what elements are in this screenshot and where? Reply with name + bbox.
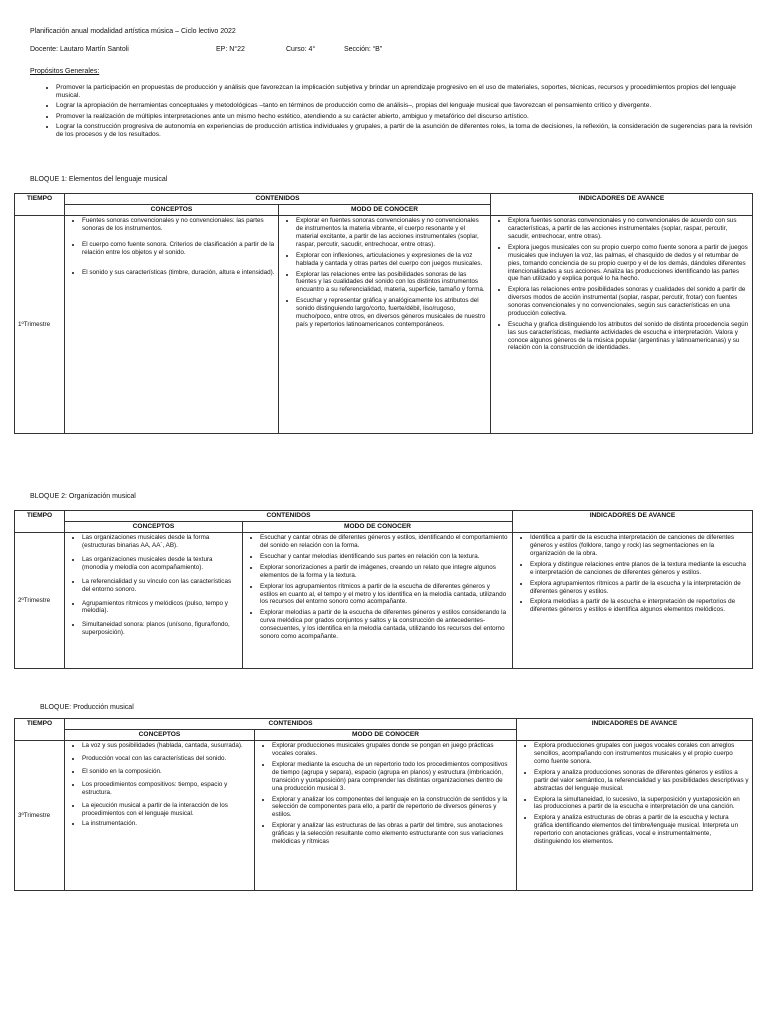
indicador-item: • Identifica a partir de la escucha interpretación de canciones de diferentes géneros y estilos (folklore, tango y rock) las segmentaciones en la organización de la obra.	[530, 534, 749, 558]
conceptos-cell	[65, 741, 255, 891]
concepto-item: • Fuentes sonoras convencionales y no convencionales: las partes sonoras de los instrumentos.	[82, 217, 275, 233]
conceptos-header: CONCEPTOS	[65, 730, 255, 741]
modo-header: MODO DE CONOCER	[255, 730, 517, 741]
conceptos-header: CONCEPTOS	[65, 205, 279, 216]
modo-item: • Explorar sonorizaciones a partir de imágenes, creando un relato que integre algunos elementos de la forma y la textura.	[260, 564, 509, 580]
indicador-item: • Explora agrupamientos rítmicos a partir de la escucha y la interpretación de diferentes géneros y estilos.	[530, 580, 749, 596]
concepto-item: • Producción vocal con las características del sonido.	[82, 755, 251, 763]
indicador-item: • Explora fuentes sonoras convencionales y no convencionales de acuerdo con sus características, a partir de las acciones instrumentales (soplar, raspar, percutir, sacudir, entrechocar, entre otras).	[508, 217, 749, 241]
modo-header: MODO DE CONOCER	[243, 522, 513, 533]
tiempo-cell: 2ºTrimestre	[15, 533, 65, 669]
tiempo-header: TIEMPO	[15, 511, 65, 533]
indicadores-cell	[517, 741, 753, 891]
modo-item: • Escuchar y cantar obras de diferentes géneros y estilos, identificando el comportamiento del sonido en relación con la forma.	[260, 534, 509, 550]
proposito-item: • Promover la participación en propuestas de producción y análisis que favorezcan la implicación subjetiva y brindar un aprendizaje progresivo en el uso de materiales, soportes, técnicas, recursos y procedimientos propios del lenguaje musical.	[56, 84, 756, 100]
ep-label: EP: N°22	[216, 46, 245, 53]
tiempo-header: TIEMPO	[15, 194, 65, 216]
contenidos-header: CONTENIDOS	[65, 194, 491, 205]
concepto-item: • La voz y sus posibilidades (hablada, cantada, susurrada).	[82, 742, 251, 750]
proposito-item: • Lograr la apropiación de herramientas conceptuales y metodológicas –tanto en términos de producción como de análisis–, propias del lenguaje musical que favorezcan el pensamiento crítico y divergente.	[56, 102, 756, 110]
modo-item: • Escuchar y cantar melodías identificando sus partes en relación con la textura.	[260, 553, 509, 561]
indicadores-header: INDICADORES DE AVANCE	[513, 511, 753, 533]
modo-item: • Explorar y analizar los componentes del lenguaje en la construcción de sentidos y la selección de componentes para ello, a partir de repertorio de diversos géneros y estilos.	[272, 796, 513, 820]
modo-item: • Escuchar y representar gráfica y analógicamente los atributos del sonido distinguiendo largo/corto, fuerte/débil, liso/rugoso, mucho/poco, entre otros, en diversos géneros musicales de nuestro país y repertorios latinoamericanos contemporáneos.	[296, 297, 487, 328]
bloque1-title: BLOQUE 1: Elementos del lenguaje musical	[30, 176, 168, 183]
contenidos-header: CONTENIDOS	[65, 511, 513, 522]
bloque3-table	[14, 718, 753, 891]
modo-item: • Explorar y analizar las estructuras de las obras a partir del timbre, sus anotaciones gráficas y la selección resultante como elemento estructurante con sus variaciones melódicas y rítmicas	[272, 822, 513, 846]
indicador-item: • Explora las relaciones entre posibilidades sonoras y cualidades del sonido a partir de diversos modos de acción instrumental (soplar, raspar, percutir, frotar) con fuentes sonoras convencionales y no convencionales, según sus características en una producción colectiva.	[508, 286, 749, 317]
indicador-item: • Escucha y grafica distinguiendo los atributos del sonido de distinta procedencia según las sus características, mediante actividades de escucha e interpretación. Valora y conoce algunos géneros de la música popular (argentinas y latinoamericanas) y su relación con la construcción de identidades.	[508, 321, 749, 352]
proposito-item: • Promover la realización de múltiples interpretaciones ante un mismo hecho estético, atendiendo a su carácter abierto, ambiguo y metafórico del discurso artístico.	[56, 113, 756, 121]
concepto-item: • Las organizaciones musicales desde la textura (monodia y melodía con acompañamiento).	[82, 556, 239, 572]
indicador-item: • Explora juegos musicales con su propio cuerpo como fuente sonora a partir de juegos musicales que incluyen la voz, las palmas, el chasquido de dedos y el retumbar de pies, tomando conciencia de su propio cuerpo y el de los demás, dándoles diferentes intencionalidades a sus acciones. Analiza las producciones identificando las partes que han utilizado y explica porqué lo ha hecho.	[508, 244, 749, 283]
modo-cell	[243, 533, 513, 669]
propositos-list	[42, 84, 756, 141]
concepto-item: • Los procedimientos compositivos: tiempo, espacio y estructura.	[82, 781, 251, 797]
tiempo-header: TIEMPO	[15, 719, 65, 741]
propositos-title: Propósitos Generales:	[30, 68, 100, 75]
concepto-item: • Simultaneidad sonora: planos (unísono, figura/fondo, superposición).	[82, 621, 239, 637]
modo-item: • Explorar melodías a partir de la escucha de diferentes géneros y estilos considerando la curva melódica por grados conjuntos y saltos y la construcción de antecedentes-consecuentes, y los identifica en la melodía cantada, utilizando los recursos del entorno sonoro como acompañante.	[260, 609, 509, 640]
indicador-item: • Explora y analiza producciones sonoras de diferentes géneros y estilos a partir del valor semántico, la referencialidad y las posibilidades descriptivas y abstractas del lenguaje musical.	[534, 769, 749, 793]
concepto-item: • El cuerpo como fuente sonora. Criterios de clasificación a partir de la relación entre los objetos y el sonido.	[82, 241, 275, 257]
modo-cell	[279, 216, 491, 434]
tiempo-cell: 1ºTrimestre	[15, 216, 65, 434]
indicador-item: • Explora y distingue relaciones entre planos de la textura mediante la escucha e interpretación de canciones de diferentes géneros y estilos.	[530, 561, 749, 577]
curso-label: Curso: 4°	[286, 46, 316, 53]
concepto-item: • La instrumentación.	[82, 820, 251, 828]
docente-label: Docente: Lautaro Martín Santoli	[30, 46, 129, 53]
concepto-item: • La ejecución musical a partir de la interacción de los procedimientos con el lenguaje musical.	[82, 802, 251, 818]
indicadores-header: INDICADORES DE AVANCE	[517, 719, 753, 741]
bloque3-title: BLOQUE: Producción musical	[40, 704, 134, 711]
indicadores-cell	[491, 216, 753, 434]
document-title: Planificación anual modalidad artística música – Ciclo lectivo 2022	[30, 28, 236, 35]
indicador-item: • Explora melodías a partir de la escucha e interpretación de repertorios de diferentes géneros y estilos e identifica algunos elementos melódicos.	[530, 598, 749, 614]
conceptos-header: CONCEPTOS	[65, 522, 243, 533]
concepto-item: • Las organizaciones musicales desde la forma (estructuras binarias AA, AA´, AB).	[82, 534, 239, 550]
concepto-item: • El sonido en la composición.	[82, 768, 251, 776]
conceptos-cell	[65, 216, 279, 434]
modo-item: • Explorar con inflexiones, articulaciones y expresiones de la voz hablada y cantada y otras partes del cuerpo con juegos musicales.	[296, 252, 487, 268]
modo-header: MODO DE CONOCER	[279, 205, 491, 216]
modo-item: • Explorar las relaciones entre las posibilidades sonoras de las fuentes y las cualidades del sonido con los distintos instrumentos encuantro a su referencialidad, materia, superficie, tamaño y forma.	[296, 271, 487, 295]
modo-item: • Explorar producciones musicales grupales donde se pongan en juego prácticas vocales corales.	[272, 742, 513, 758]
proposito-item: • Lograr la construcción progresiva de autonomía en experiencias de producción artística individuales y grupales, a partir de la asunción de diferentes roles, la toma de decisiones, la reflexión, la consideración de sugerencias para la revisión de los procesos y de los resultados.	[56, 123, 756, 139]
indicadores-header: INDICADORES DE AVANCE	[491, 194, 753, 216]
modo-item: • Explorar en fuentes sonoras convencionales y no convencionales de instrumentos la materia vibrante, el cuerpo resonante y el material excitante, a partir de las acciones instrumentales (soplar, raspar, percutir, sacudir, entrechocar, entre otras).	[296, 217, 487, 248]
conceptos-cell	[65, 533, 243, 669]
concepto-item: • La referencialidad y su vínculo con las características del entorno sonoro.	[82, 578, 239, 594]
modo-cell	[255, 741, 517, 891]
bloque1-table	[14, 193, 753, 434]
concepto-item: • Agrupamientos rítmicos y melódicos (pulso, tempo y melodía).	[82, 600, 239, 616]
seccion-label: Sección: “B”	[344, 46, 383, 53]
modo-item: • Explorar los agrupamientos rítmicos a partir de la escucha de diferentes géneros y estilos en cuanto al, el tempo y el metro y los identifica en la melodía cantada, utilizando los recursos del entorno sonoro como acompañante.	[260, 583, 509, 607]
indicadores-cell	[513, 533, 753, 669]
indicador-item: • Explora producciones grupales con juegos vocales corales con arreglos sencillos, acompañando con instrumentos musicales y el propio cuerpo como fuente sonora.	[534, 742, 749, 766]
concepto-item: • El sonido y sus características (timbre, duración, altura e intensidad).	[82, 269, 275, 277]
contenidos-header: CONTENIDOS	[65, 719, 517, 730]
indicador-item: • Explora y analiza estructuras de obras a partir de la escucha y lectura gráfica identificando elementos del timbre/lenguaje musical. Interpreta un repertorio con anotaciones gráficas, vocal e instrumentalmente, distinguiendo los elementos.	[534, 814, 749, 845]
tiempo-cell: 3ºTrimestre	[15, 741, 65, 891]
modo-item: • Explorar mediante la escucha de un repertorio todo los procedimientos compositivos de tiempo (agrupa y separa), espacio (agrupa en planos) y estructura (imbricación, transición y yuxtaposición) para comprender las distintas organizaciones dentro de una producción musical 3.	[272, 761, 513, 792]
indicador-item: • Explora la simultaneidad, lo sucesivo, la superposición y yuxtaposición en las producciones a partir de la escucha e interpretación de una canción.	[534, 796, 749, 812]
bloque2-table	[14, 510, 753, 669]
bloque2-title: BLOQUE 2: Organización musical	[30, 493, 136, 500]
